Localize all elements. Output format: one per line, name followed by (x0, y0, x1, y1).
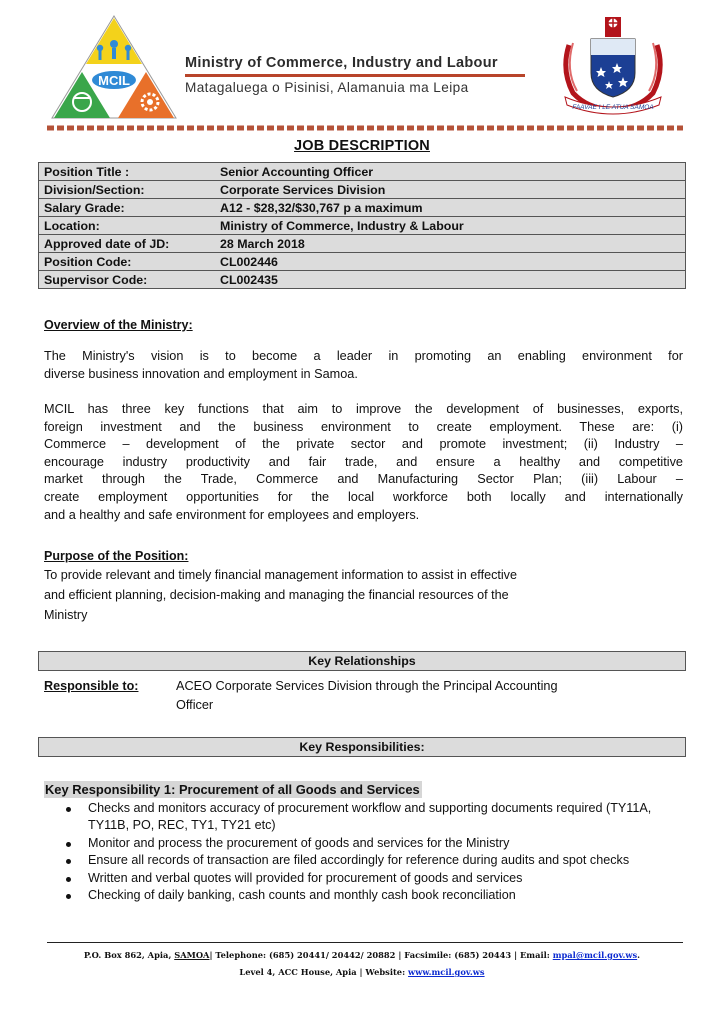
paragraph-line: Commerce – development of the private sector and promote investment; (ii) Industry – (44, 437, 683, 452)
info-value: A12 - $28,32/$30,767 p a maximum (216, 199, 686, 217)
info-label: Position Title : (39, 163, 217, 181)
overview-paragraph-functions (44, 401, 683, 524)
paragraph-line: MCIL has three key functions that aim to improve the development of businesses, exports, (44, 402, 683, 416)
info-value: Senior Accounting Officer (216, 163, 686, 181)
paragraph-line: foreign investment and the business environment to create employment. These are: (i) (44, 419, 683, 434)
paragraph-line: The Ministry's vision is to become a leader in promoting an enabling environment for (44, 349, 683, 363)
header-divider (47, 125, 683, 131)
info-label: Division/Section: (39, 181, 217, 199)
paragraph-line: To provide relevant and timely financial management information to assist in effective (44, 568, 517, 582)
footer-samoa-link: SAMOA (174, 950, 210, 960)
info-row (39, 271, 686, 289)
bullet-icon (66, 894, 71, 899)
overview-heading: Overview of the Ministry: (44, 318, 193, 332)
responsibility-item (60, 870, 680, 887)
info-value: CL002446 (216, 253, 686, 271)
paragraph-line: and efficient planning, decision-making and managing the financial resources of the (44, 587, 509, 602)
info-row (39, 163, 686, 181)
overview-paragraph-vision (44, 348, 683, 383)
responsibility-text: Written and verbal quotes will provided for procurement of goods and services (88, 870, 523, 885)
responsibility-text: Ensure all records of transaction are filed accordingly for reference during audits and spot checks (88, 853, 630, 868)
paragraph-line: Officer (176, 698, 214, 712)
key-relationships-band: Key Relationships (38, 651, 686, 671)
footer-website-link[interactable]: www.mcil.gov.ws (408, 967, 485, 977)
info-label: Salary Grade: (39, 199, 217, 217)
responsible-to-value (176, 677, 676, 715)
info-label: Location: (39, 217, 217, 235)
mcil-logo-text: MCIL (98, 73, 130, 88)
document-title: JOB DESCRIPTION (294, 138, 430, 154)
paragraph-line: market through the Trade, Commerce and Manufacturing Sector Plan; (iii) Labour – (44, 472, 683, 487)
info-value: 28 March 2018 (216, 235, 686, 253)
responsibility-text: Checking of daily banking, cash counts and monthly cash book reconciliation (88, 888, 516, 903)
info-label: Supervisor Code: (39, 271, 217, 289)
key-responsibilities-band: Key Responsibilities: (38, 737, 686, 757)
responsible-to-label: Responsible to: (44, 679, 139, 693)
key-responsibility-1-list (60, 800, 680, 904)
info-row (39, 253, 686, 271)
seal-motto: FAAVAE I LE ATUA SAMOA (572, 104, 654, 111)
info-value: Ministry of Commerce, Industry & Labour (216, 217, 686, 235)
responsibility-item (60, 887, 680, 904)
bullet-icon (66, 859, 71, 864)
responsibility-item (60, 835, 680, 852)
info-value: CL002435 (216, 271, 686, 289)
paragraph-line: diverse business innovation and employment in Samoa. (44, 366, 358, 381)
paragraph-line: and a healthy and safe environment for employees and employers. (44, 507, 420, 522)
footer-divider (47, 942, 683, 943)
info-value: Corporate Services Division (216, 181, 686, 199)
bullet-icon (66, 877, 71, 882)
paragraph-line: ACEO Corporate Services Division through the Principal Accounting (176, 679, 558, 693)
responsibility-item (60, 852, 680, 869)
ministry-name-samoan: Matagaluega o Pisinisi, Alamanuia ma Leipa (185, 80, 469, 95)
info-label: Position Code: (39, 253, 217, 271)
paragraph-line: Ministry (44, 607, 88, 622)
info-row (39, 181, 686, 199)
responsibility-text: Checks and monitors accuracy of procurement workflow and supporting documents required (TY11A, TY11B, PO, REC, TY1, TY21 etc) (88, 801, 652, 833)
ministry-name-block (185, 55, 530, 95)
footer-contact-line: P.O. Box 862, Apia, SAMOA| Telephone: (685) 20441/ 20442/ 20882 | Facsimile: (685) 20443 | Email: mpal@mcil.gov.ws. (83, 950, 641, 960)
ministry-name-english: Ministry of Commerce, Industry and Labour (185, 55, 498, 71)
footer-address-line: Level 4, ACC House, Apia | Website: www.mcil.gov.ws (239, 967, 485, 977)
mcil-logo (50, 14, 178, 120)
purpose-paragraph (44, 566, 683, 625)
info-row (39, 217, 686, 235)
info-label: Approved date of JD: (39, 235, 217, 253)
purpose-heading: Purpose of the Position: (44, 549, 189, 563)
bullet-icon (66, 807, 71, 812)
position-info-table (38, 162, 686, 289)
ministry-name-underline (185, 74, 525, 77)
responsibility-text: Monitor and process the procurement of goods and services for the Ministry (88, 835, 510, 850)
key-responsibility-1-title: Key Responsibility 1: Procurement of all Goods and Services (45, 782, 420, 797)
paragraph-line: encourage industry productivity and fair trade, and ensure a healthy and competitive (44, 454, 683, 469)
paragraph-line: create employment opportunities for the local workforce both locally and internationally (44, 489, 683, 504)
info-row (39, 199, 686, 217)
responsibility-item (60, 800, 680, 835)
bullet-icon (66, 842, 71, 847)
samoa-coat-of-arms (551, 15, 675, 115)
info-row (39, 235, 686, 253)
footer-email-link[interactable]: mpal@mcil.gov.ws (552, 950, 638, 960)
